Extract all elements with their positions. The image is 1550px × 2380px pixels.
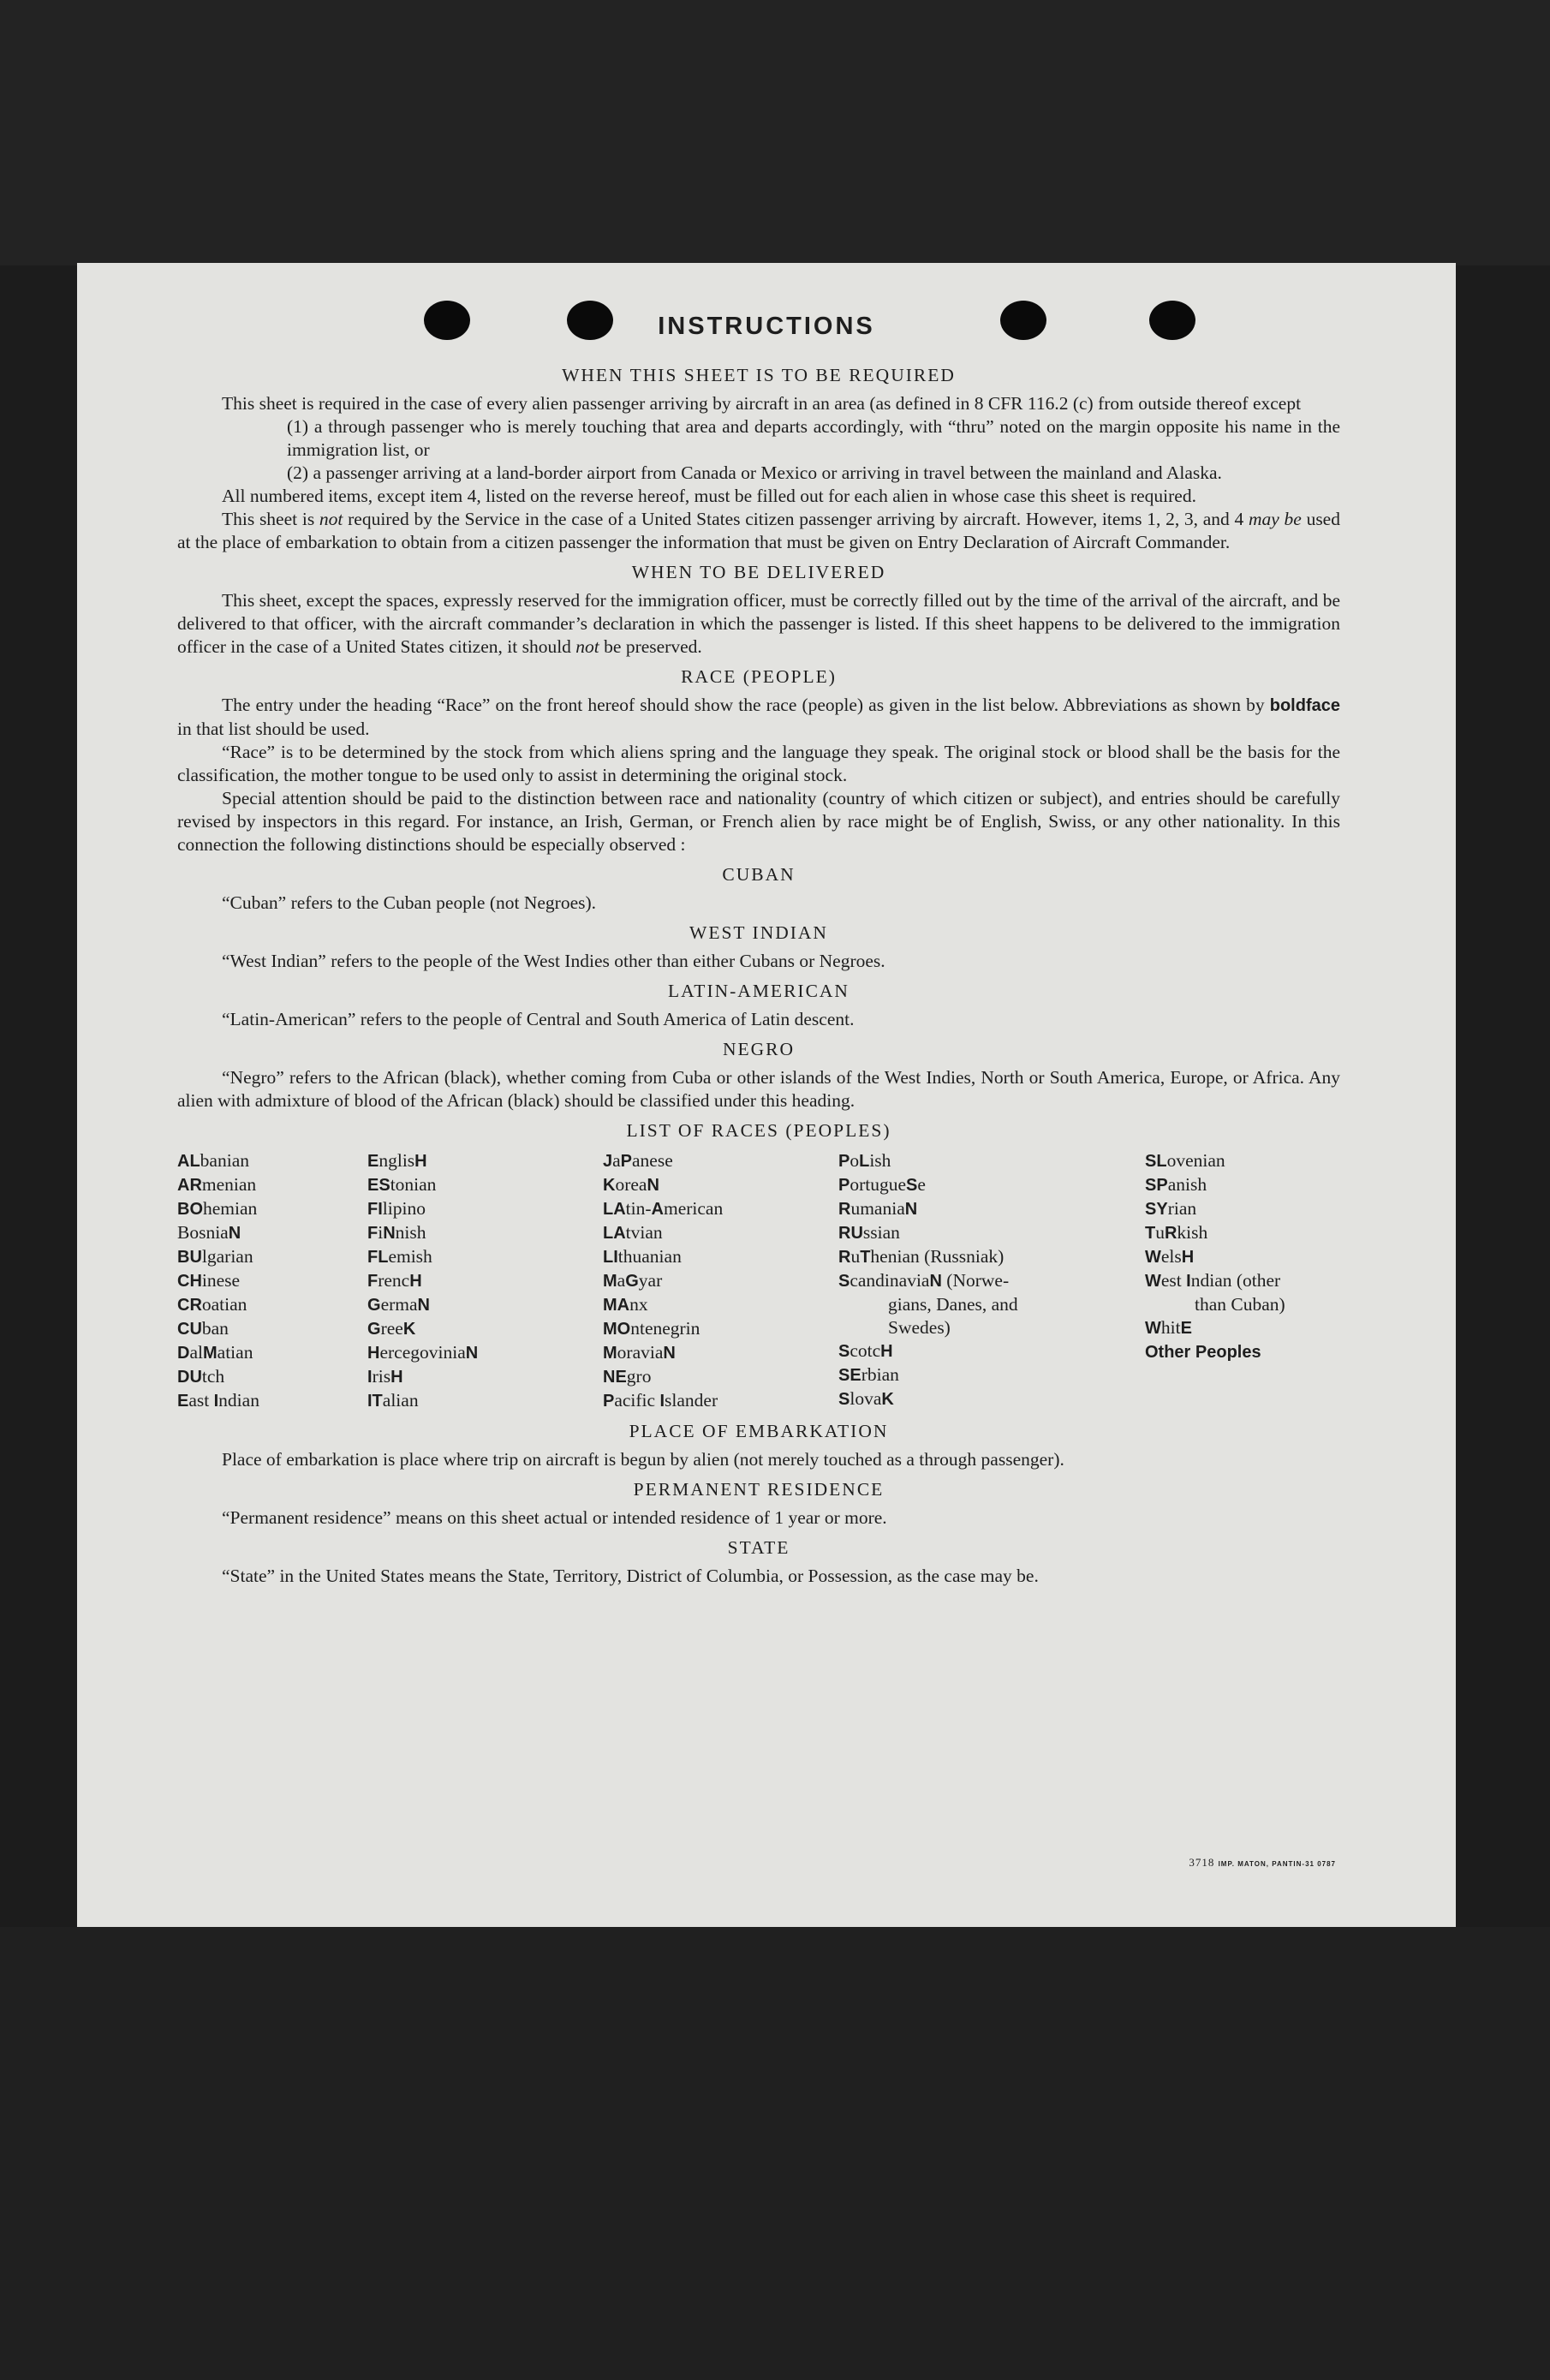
race-abbrev: I xyxy=(213,1392,219,1411)
race-abbrev: W xyxy=(1145,1272,1161,1291)
race-entry xyxy=(367,1389,603,1413)
race-entry xyxy=(603,1149,838,1173)
paragraph: Special attention should be paid to the distinction between race and nationality (country of which citizen or subject), and entries should be carefully revised by inspectors in this regard. For instance, an Irish, German, or French alien by race might be of English, Swiss, or any other nationality. In this connection the following distinctions should be especially observed : xyxy=(177,788,1340,855)
race-abbrev: S xyxy=(838,1390,850,1409)
race-text: a xyxy=(617,1270,626,1291)
race-abbrev: K xyxy=(603,1176,616,1195)
race-text: slander xyxy=(665,1390,718,1411)
section-heading: WEST INDIAN xyxy=(689,922,828,943)
race-abbrev: T xyxy=(860,1248,871,1267)
paragraph: “Negro” refers to the African (black), whether coming from Cuba or other islands of the West Indies, North or South America, Europe, or Africa. Any alien with admixture of blood of the African (black) should be classified under this heading. xyxy=(177,1067,1340,1111)
race-entry xyxy=(603,1293,838,1317)
race-text: gians, Danes, and xyxy=(888,1294,1018,1315)
race-abbrev: P xyxy=(603,1392,615,1411)
race-entry xyxy=(838,1221,1145,1245)
race-entry xyxy=(1145,1340,1359,1364)
race-entry xyxy=(367,1245,603,1269)
race-abbrev: G xyxy=(367,1320,381,1339)
race-text: nglis xyxy=(379,1150,415,1171)
race-text: al xyxy=(189,1342,203,1363)
race-text: erma xyxy=(380,1294,418,1315)
scan-background-top xyxy=(0,0,1550,265)
race-entry xyxy=(1145,1149,1359,1173)
race-entry xyxy=(367,1269,603,1293)
race-text: menian xyxy=(201,1174,257,1195)
race-abbrev: R xyxy=(1164,1224,1177,1243)
paragraph xyxy=(177,694,1340,741)
race-text: rbian xyxy=(861,1364,899,1385)
race-abbrev: FI xyxy=(367,1200,383,1219)
race-entry xyxy=(367,1197,603,1221)
race-entry xyxy=(367,1221,603,1245)
race-entry xyxy=(838,1363,1145,1387)
race-column xyxy=(177,1149,367,1413)
race-entry xyxy=(177,1197,367,1221)
race-entry xyxy=(1145,1316,1359,1340)
form-number: 3718 xyxy=(1189,1856,1215,1869)
race-text: i xyxy=(378,1222,384,1243)
paragraph: “Race” is to be determined by the stock from which aliens spring and the language they speak. The original stock or blood shall be the basis for the classification, the mother tongue to be used only to assist in determining the original stock. xyxy=(177,742,1340,785)
race-text: ortugue xyxy=(850,1174,907,1195)
instructions-body xyxy=(177,357,1340,1588)
race-text: inese xyxy=(201,1270,241,1291)
race-text: lova xyxy=(850,1388,882,1409)
race-text: ban xyxy=(201,1318,229,1339)
race-abbrev: M xyxy=(603,1272,617,1291)
race-text: nish xyxy=(395,1222,426,1243)
race-abbrev: E xyxy=(367,1152,379,1171)
race-entry xyxy=(1145,1293,1359,1316)
race-text: o xyxy=(850,1150,860,1171)
race-abbrev: N xyxy=(228,1224,241,1243)
race-abbrev: F xyxy=(367,1224,379,1243)
race-entry xyxy=(367,1341,603,1365)
race-text: alian xyxy=(382,1390,419,1411)
race-entry xyxy=(838,1293,1145,1316)
section-heading: LIST OF RACES (PEOPLES) xyxy=(626,1120,891,1141)
race-column xyxy=(367,1149,603,1413)
race-abbrev: P xyxy=(620,1152,633,1171)
exception-item: (1) a through passenger who is merely touching that area and departs accordingly, with “thru” noted on the margin opposite his name in the immigration list, or xyxy=(287,416,1340,460)
race-text: atian xyxy=(217,1342,253,1363)
printer-mark: IMP. MATON, PANTIN-31 0787 xyxy=(1218,1860,1336,1868)
text-run: required by the Service in the case of a United States citizen passenger arriving by aircraft. However, items 1, 2, 3, and 4 xyxy=(343,509,1249,529)
race-abbrev: H xyxy=(367,1344,380,1363)
race-abbrev: W xyxy=(1145,1319,1161,1338)
instruction-sheet xyxy=(77,263,1456,1927)
race-entry xyxy=(1145,1173,1359,1197)
race-abbrev: DU xyxy=(177,1368,202,1387)
race-entry xyxy=(603,1341,838,1365)
race-text: anese xyxy=(632,1150,673,1171)
race-abbrev: H xyxy=(1181,1248,1195,1267)
race-abbrev: SP xyxy=(1145,1176,1168,1195)
paragraph: “Latin-American” refers to the people of Central and South America of Latin descent. xyxy=(222,1009,855,1029)
race-column xyxy=(603,1149,838,1413)
race-text: ssian xyxy=(862,1222,900,1243)
race-abbrev: K xyxy=(402,1320,416,1339)
race-abbrev: D xyxy=(177,1344,190,1363)
italic-text: not xyxy=(319,509,343,529)
race-text: anish xyxy=(1167,1174,1207,1195)
race-abbrev: N xyxy=(417,1296,430,1315)
race-abbrev: R xyxy=(838,1200,851,1219)
race-text: ntenegrin xyxy=(630,1318,700,1339)
race-text: tonian xyxy=(390,1174,437,1195)
race-text: henian (Russniak) xyxy=(870,1246,1005,1267)
section-heading: RACE (PEOPLE) xyxy=(681,666,837,687)
scan-background-bottom xyxy=(0,1927,1550,2380)
race-abbrev: P xyxy=(838,1152,850,1171)
race-entry xyxy=(177,1341,367,1365)
race-abbrev: H xyxy=(414,1152,427,1171)
text-run: be preserved. xyxy=(599,636,702,657)
race-abbrev: S xyxy=(906,1176,918,1195)
text-run: used at the place of embarkation to obtain from a citizen passenger the information that must be given on Entry Declaration of Aircraft Commander. xyxy=(177,509,1340,552)
race-abbrev: MA xyxy=(603,1296,630,1315)
race-abbrev: N xyxy=(465,1344,479,1363)
race-text: Bosnia xyxy=(177,1222,229,1243)
race-text: (Norwe- xyxy=(941,1270,1010,1291)
race-text: banian xyxy=(200,1150,249,1171)
race-abbrev: LA xyxy=(603,1224,626,1243)
race-text: kish xyxy=(1177,1222,1208,1243)
race-abbrev: N xyxy=(383,1224,396,1243)
race-entry xyxy=(603,1365,838,1389)
race-entry xyxy=(177,1365,367,1389)
race-abbrev: H xyxy=(409,1272,422,1291)
italic-text: may be xyxy=(1249,509,1302,529)
text-run: This sheet is xyxy=(222,509,319,529)
race-text: ast xyxy=(188,1390,214,1411)
race-abbrev: E xyxy=(1180,1319,1192,1338)
race-text: lipino xyxy=(382,1198,426,1219)
race-entry xyxy=(838,1173,1145,1197)
race-entry xyxy=(177,1269,367,1293)
race-text: tvian xyxy=(625,1222,663,1243)
race-abbrev: H xyxy=(880,1342,893,1361)
race-text: ris xyxy=(372,1366,391,1387)
race-entry xyxy=(603,1221,838,1245)
race-entry xyxy=(367,1149,603,1173)
race-abbrev: G xyxy=(625,1272,639,1291)
race-entry xyxy=(177,1245,367,1269)
race-entry xyxy=(603,1389,838,1413)
race-entry xyxy=(838,1316,1145,1339)
race-entry xyxy=(177,1293,367,1317)
race-abbrev: I xyxy=(659,1392,665,1411)
race-entry xyxy=(838,1387,1145,1411)
race-entry xyxy=(367,1293,603,1317)
race-abbrev: CU xyxy=(177,1320,202,1339)
race-abbrev: RU xyxy=(838,1224,863,1243)
paragraph: Place of embarkation is place where trip on aircraft is begun by alien (not merely touched as a through passenger). xyxy=(222,1449,1064,1470)
race-abbrev: SL xyxy=(1145,1152,1167,1171)
race-abbrev: BO xyxy=(177,1200,203,1219)
race-entry xyxy=(838,1245,1145,1269)
race-abbrev: F xyxy=(367,1272,379,1291)
race-entry xyxy=(603,1245,838,1269)
race-abbrev: LA xyxy=(603,1200,626,1219)
paragraph: “West Indian” refers to the people of the West Indies other than either Cubans or Negroes. xyxy=(222,951,885,971)
race-abbrev: P xyxy=(838,1176,850,1195)
race-text: est xyxy=(1160,1270,1187,1291)
paragraph xyxy=(177,589,1340,659)
race-text: ish xyxy=(869,1150,891,1171)
race-abbrev: CR xyxy=(177,1296,202,1315)
race-text: lgarian xyxy=(201,1246,253,1267)
race-entry xyxy=(838,1339,1145,1363)
race-entry xyxy=(367,1317,603,1341)
race-abbrev: H xyxy=(390,1368,403,1387)
race-text: Swedes) xyxy=(888,1317,951,1338)
race-abbrev: R xyxy=(838,1248,851,1267)
section-heading: STATE xyxy=(727,1537,790,1558)
race-text: umania xyxy=(850,1198,905,1219)
race-text: acific xyxy=(614,1390,660,1411)
race-text: emish xyxy=(388,1246,432,1267)
race-column xyxy=(1145,1149,1359,1413)
race-entry xyxy=(177,1317,367,1341)
race-text: ovenian xyxy=(1166,1150,1225,1171)
race-text: rian xyxy=(1167,1198,1197,1219)
race-abbrev: AL xyxy=(177,1152,200,1171)
race-text: els xyxy=(1160,1246,1182,1267)
race-abbrev: FL xyxy=(367,1248,389,1267)
paragraph: “Permanent residence” means on this sheet actual or intended residence of 1 year or more. xyxy=(222,1507,887,1528)
race-entry xyxy=(603,1173,838,1197)
race-entry xyxy=(603,1197,838,1221)
race-text: merican xyxy=(663,1198,724,1219)
race-abbrev: ES xyxy=(367,1176,390,1195)
race-abbrev: I xyxy=(367,1368,373,1387)
exception-item: (2) a passenger arriving at a land-border airport from Canada or Mexico or arriving in travel between the mainland and Alaska. xyxy=(287,462,1222,483)
race-abbrev: T xyxy=(1145,1224,1156,1243)
section-heading: CUBAN xyxy=(722,864,796,885)
race-abbrev: MO xyxy=(603,1320,631,1339)
race-abbrev: LI xyxy=(603,1248,618,1267)
race-entry xyxy=(367,1365,603,1389)
race-abbrev: S xyxy=(838,1272,850,1291)
race-text: tch xyxy=(201,1366,225,1387)
race-text: thuanian xyxy=(617,1246,682,1267)
race-text: yar xyxy=(638,1270,663,1291)
race-text: u xyxy=(850,1246,861,1267)
race-entry xyxy=(367,1173,603,1197)
race-entry xyxy=(603,1317,838,1341)
race-entry xyxy=(177,1173,367,1197)
race-list xyxy=(177,1149,1340,1413)
race-text: a xyxy=(612,1150,621,1171)
race-abbrev: K xyxy=(881,1390,894,1409)
race-entry xyxy=(1145,1245,1359,1269)
bold-text: boldface xyxy=(1269,696,1340,715)
page-title: INSTRUCTIONS xyxy=(658,313,875,340)
race-abbrev: E xyxy=(177,1392,189,1411)
race-text: candinavia xyxy=(850,1270,930,1291)
race-abbrev: N xyxy=(647,1176,659,1195)
paragraph: This sheet is required in the case of every alien passenger arriving by aircraft in an area (as defined in 8 CFR 116.2 (c) from outside thereof except xyxy=(222,393,1302,414)
paragraph xyxy=(177,508,1340,554)
section-heading: PERMANENT RESIDENCE xyxy=(633,1479,885,1500)
race-entry xyxy=(177,1389,367,1413)
race-abbrev: S xyxy=(838,1342,850,1361)
race-entry xyxy=(177,1221,367,1245)
race-abbrev: J xyxy=(603,1152,613,1171)
race-text: gro xyxy=(626,1366,652,1387)
race-text: oravia xyxy=(617,1342,664,1363)
race-abbrev: BU xyxy=(177,1248,202,1267)
race-text: u xyxy=(1155,1222,1165,1243)
text-run: This sheet, except the spaces, expressly reserved for the immigration officer, must be correctly filled out by the time of the arrival of the aircraft, and be delivered to that officer, with the aircraft commander’s declaration in which the passenger is listed. If this sheet happens to be delivered to the immigration officer in the case of a United States citizen, it should xyxy=(177,590,1340,657)
race-text: cotc xyxy=(850,1340,881,1361)
section-heading: PLACE OF EMBARKATION xyxy=(629,1421,889,1441)
race-entry xyxy=(1145,1269,1359,1293)
race-abbrev: CH xyxy=(177,1272,202,1291)
race-text: ndian (other xyxy=(1190,1270,1281,1291)
race-text: e xyxy=(917,1174,926,1195)
section-heading: NEGRO xyxy=(722,1039,796,1059)
race-abbrev: SE xyxy=(838,1366,861,1385)
paragraph: All numbered items, except item 4, listed on the reverse hereof, must be filled out for each alien in whose case this sheet is required. xyxy=(222,486,1196,506)
race-entry xyxy=(838,1197,1145,1221)
race-abbrev: N xyxy=(929,1272,942,1291)
race-text: nx xyxy=(629,1294,648,1315)
race-abbrev: G xyxy=(367,1296,381,1315)
section-heading: LATIN-AMERICAN xyxy=(668,981,850,1001)
race-entry xyxy=(838,1149,1145,1173)
race-entry xyxy=(1145,1197,1359,1221)
text-run: The entry under the heading “Race” on the front hereof should show the race (people) as given in the list below. Abbreviations as shown by xyxy=(222,695,1270,715)
race-abbrev: N xyxy=(663,1344,676,1363)
race-abbrev: A xyxy=(651,1200,664,1219)
race-abbrev: N xyxy=(904,1200,918,1219)
section-heading: WHEN TO BE DELIVERED xyxy=(631,562,886,582)
race-entry xyxy=(177,1149,367,1173)
form-footer xyxy=(1189,1856,1336,1870)
race-text: ndian xyxy=(218,1390,259,1411)
race-text: hit xyxy=(1160,1317,1181,1338)
race-text: ercegovinia xyxy=(379,1342,466,1363)
race-abbrev: I xyxy=(1186,1272,1191,1291)
race-abbrev: M xyxy=(202,1344,218,1363)
paragraph: “State” in the United States means the State, Territory, District of Columbia, or Possession, as the case may be. xyxy=(222,1566,1039,1586)
race-abbrev: AR xyxy=(177,1176,202,1195)
race-text: orea xyxy=(615,1174,647,1195)
section-heading: WHEN THIS SHEET IS TO BE REQUIRED xyxy=(562,365,956,385)
race-abbrev: M xyxy=(603,1344,617,1363)
race-abbrev: NE xyxy=(603,1368,627,1387)
race-text: tin- xyxy=(625,1198,652,1219)
paragraph: “Cuban” refers to the Cuban people (not Negroes). xyxy=(222,892,597,913)
race-abbrev: SY xyxy=(1145,1200,1168,1219)
race-entry xyxy=(838,1269,1145,1293)
race-column xyxy=(838,1149,1145,1413)
text-run: in that list should be used. xyxy=(177,719,370,739)
race-entry xyxy=(1145,1221,1359,1245)
race-text: renc xyxy=(378,1270,410,1291)
race-text: hemian xyxy=(203,1198,258,1219)
italic-text: not xyxy=(575,636,599,657)
race-abbrev: W xyxy=(1145,1248,1161,1267)
race-abbrev: IT xyxy=(367,1392,383,1411)
race-abbrev: Other Peoples xyxy=(1145,1343,1261,1362)
race-text: than Cuban) xyxy=(1195,1294,1285,1315)
race-text: ree xyxy=(380,1318,403,1339)
race-text: oatian xyxy=(201,1294,247,1315)
race-entry xyxy=(603,1269,838,1293)
race-abbrev: L xyxy=(859,1152,870,1171)
